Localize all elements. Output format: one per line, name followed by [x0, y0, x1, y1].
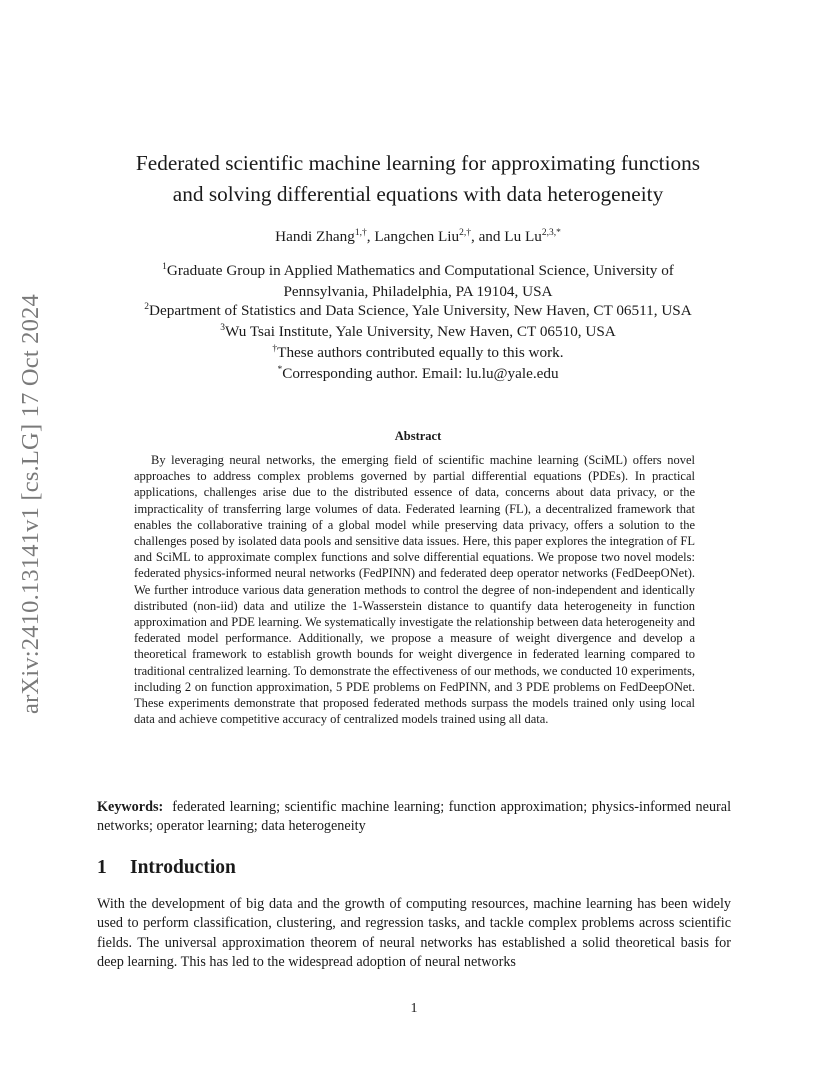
section-title: Introduction: [130, 857, 236, 878]
affiliation-text: Wu Tsai Institute, Yale University, New Haven, CT 06510, USA: [224, 322, 616, 340]
paper-title: [88, 148, 748, 210]
affiliation-text: Pennsylvania, Philadelphia, PA 19104, USA: [283, 282, 553, 300]
affiliation-text: Graduate Group in Applied Mathematics and Computational Science, University of: [166, 262, 674, 279]
author-separator: , and: [470, 228, 505, 245]
author-name: Langchen Liu: [374, 228, 460, 245]
affiliation-marker: 1: [162, 262, 167, 272]
abstract-body: [134, 452, 695, 727]
author-separator: ,: [366, 228, 375, 245]
affiliation-line: [90, 323, 746, 344]
abstract-heading: Abstract: [394, 429, 442, 443]
section-number: 1: [97, 857, 107, 878]
footnote-line: [90, 365, 746, 386]
affiliation-line: [90, 283, 746, 302]
footnote-line: [90, 344, 746, 365]
footnote-text: Corresponding author. Email: lu.lu@yale.edu: [282, 364, 559, 382]
section-heading: [97, 857, 236, 879]
affiliation-line: [90, 302, 746, 323]
affiliation-marker: 2: [144, 301, 150, 312]
author-marker: 2,3,*: [541, 228, 561, 238]
keywords-text: federated learning; scientific machine learning; function approximation; physics-informed neural networks; operator learning; data heterogeneity: [97, 799, 732, 834]
keywords: [97, 798, 731, 836]
keywords-label: Keywords:: [97, 799, 164, 815]
footnote-text: These authors contributed equally to this work.: [277, 343, 564, 361]
affiliation-text: Department of Statistics and Data Science, Yale University, New Haven, CT 06511, USA: [149, 301, 692, 319]
arxiv-identifier: arXiv:2410.13141v1 [cs.LG] 17 Oct 2024: [17, 294, 44, 714]
author-list: [88, 228, 748, 246]
title-line-1: Federated scientific machine learning for approximating functions: [135, 151, 701, 175]
intro-paragraph: With the development of big data and the growth of computing resources, machine learning has been widely used to perform classification, clustering, and regression tasks, and tackle complex problems across scientific fields. The universal approximation theorem of neural networks has established a solid theoretical basis for deep learning. This has led to the widespread adoption of neural networks: [97, 896, 731, 970]
affiliation-line: [90, 262, 746, 283]
affiliation-marker: 3: [220, 322, 225, 333]
author-marker: 1,†: [354, 228, 367, 238]
author-marker: 2,†: [459, 228, 471, 238]
abstract-text: By leveraging neural networks, the emerging field of scientific machine learning (SciML) offers novel approaches to address complex problems governed by partial differential equations (PDEs). In practical applications, challenges arise due to the distributed essence of data, concerns about data privacy, or the impracticality of transferring large volumes of data. Federated learning (FL), a decentralized framework that enables the collaborative training of a global model while preserving data privacy, offers a solution to the challenges posed by isolated data pools and sensitive data issues. Here, this paper explores the integration of FL and SciML to approximate complex functions and solve differential equations. We propose two novel models: federated physics-informed neural networks (FedPINN) and federated deep operator networks (FedDeepONet). We further introduce various data generation methods to control the degree of non-independent and identically distributed (non-iid) data and utilize the 1-Wasserstein distance to quantify data heterogeneity in function approximation and PDE learning. We systematically investigate the relationship between data heterogeneity and federated model performance. Additionally, we propose a measure of weight divergence and develop a theoretical framework to establish growth bounds for weight divergence in federated learning compared to traditional centralized learning. To demonstrate the effectiveness of our methods, we conducted 10 experiments, including 2 on function approximation, 5 PDE problems on FedPINN, and 3 PDE problems on FedDeepONet. These experiments demonstrate that proposed federated methods surpass the models trained only using local data and achieve competitive accuracy of centralized models trained using all data.: [134, 453, 695, 727]
footnote-marker: †: [272, 343, 278, 354]
title-line-2: and solving differential equations with data heterogeneity: [172, 182, 664, 206]
page-number: 1: [410, 1001, 418, 1016]
author-name: Lu Lu: [504, 228, 542, 245]
footnote-marker: *: [277, 364, 283, 375]
affiliations: [90, 262, 746, 385]
author-name: Handi Zhang: [275, 228, 355, 245]
